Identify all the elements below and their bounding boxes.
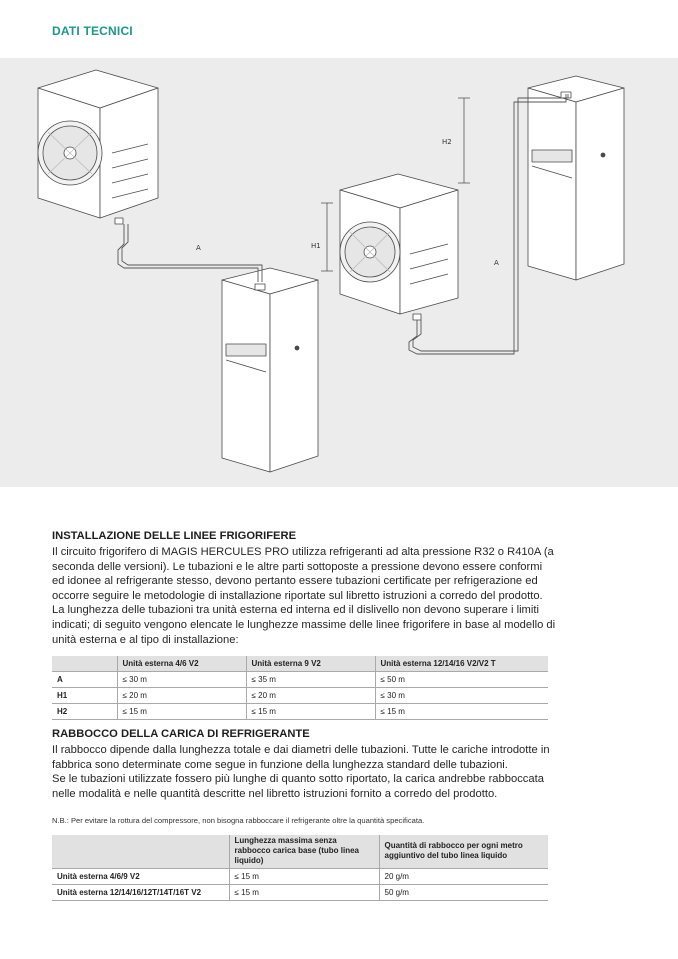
table-cell: 50 g/m [379,884,548,900]
table-cell: ≤ 15 m [375,703,548,719]
table-row-label: H1 [52,687,117,703]
table-header-row [52,656,548,671]
paragraph-line: occorre seguire le metodologie di installazione riportate sul libretto istruzioni a corredo del prodotto. [52,589,543,602]
table-header-cell: Unità esterna 4/6 V2 [117,656,246,671]
section-header: DATI TECNICI [52,24,133,38]
paragraph-line: unità esterna e al tipo di installazione: [52,633,239,646]
label-a-right: A [494,259,499,267]
table-row [52,671,548,687]
paragraph-line: Il circuito frigorifero di MAGIS HERCULES PRO utilizza refrigeranti ad alta pressione R32 o R410A (a [52,546,554,558]
table-row-label: Unità esterna 4/6/9 V2 [52,868,229,884]
table-header-row [52,835,548,868]
paragraph-line: fabbrica sono determinate come segue in funzione della lunghezza standard delle tubazioni. [52,758,508,771]
table-row-label: Unità esterna 12/14/16/12T/14T/16T V2 [52,884,229,900]
table-header-cell [52,656,117,671]
table-row [52,884,548,900]
table-cell: 20 g/m [379,868,548,884]
table-cell: ≤ 20 m [246,687,375,703]
paragraph-line: Se le tubazioni utilizzate fossero più lunghe di quanto sotto riportato, la carica andrebbe rabboccata [52,773,544,786]
table-row-label: A [52,671,117,687]
table-row-label: H2 [52,703,117,719]
label-h1: H1 [311,242,321,250]
label-a-left: A [196,244,201,252]
paragraph-line: ed idonee al refrigerante stesso, devono pertanto essere tubazioni certificate per refrigerazione ed [52,575,538,588]
paragraph-line: Il rabbocco dipende dalla lunghezza totale e dai diametri delle tubazioni. Tutte le cariche introdotte in [52,744,550,756]
table-cell: ≤ 30 m [117,671,246,687]
nb-note: N.B.: Per evitare la rottura del compressore, non bisogna rabboccare il refrigerante oltre la quantità specificata. [52,816,425,825]
refrigerant-charge-table [52,835,548,901]
table-row [52,703,548,719]
installazione-text [52,545,622,647]
paragraph-line: La lunghezza delle tubazioni tra unità esterna ed interna ed il dislivello non devono superare i limiti [52,604,539,617]
table-cell: ≤ 30 m [375,687,548,703]
table-header-cell: Quantità di rabbocco per ogni metro aggiuntivo del tubo linea liquido [379,835,548,868]
label-h2: H2 [442,138,452,146]
installation-diagram [0,58,678,487]
outdoor-unit-left [38,70,158,224]
indoor-unit-center [222,268,318,472]
rabbocco-text [52,743,627,801]
table-header-cell: Lunghezza massima senza rabbocco carica base (tubo linea liquido) [229,835,379,868]
table-cell: ≤ 15 m [117,703,246,719]
table-header-cell [52,835,229,868]
rabbocco-title: RABBOCCO DELLA CARICA DI REFRIGERANTE [52,728,310,740]
pipe-length-table [52,656,548,720]
paragraph-line: seconda delle versioni). Le tubazioni e le altre parti sottoposte a pressione devono essere conformi [52,560,543,573]
table-cell: ≤ 15 m [229,884,379,900]
table-cell: ≤ 15 m [246,703,375,719]
table-cell: ≤ 50 m [375,671,548,687]
paragraph-line: indicati; di seguito vengono elencate le lunghezze massime delle linee frigorifere in base al modello di [52,618,556,631]
paragraph-line: nelle modalità e nelle quantità descritte nel libretto istruzioni fornito a corredo del prodotto. [52,787,498,800]
installazione-title: INSTALLAZIONE DELLE LINEE FRIGORIFERE [52,530,297,542]
table-header-cell: Unità esterna 9 V2 [246,656,375,671]
indoor-unit-right [528,76,624,280]
table-header-cell: Unità esterna 12/14/16 V2/V2 T [375,656,548,671]
table-cell: ≤ 15 m [229,868,379,884]
table-row [52,687,548,703]
table-cell: ≤ 35 m [246,671,375,687]
table-cell: ≤ 20 m [117,687,246,703]
table-row [52,868,548,884]
outdoor-unit-middle [340,174,458,320]
